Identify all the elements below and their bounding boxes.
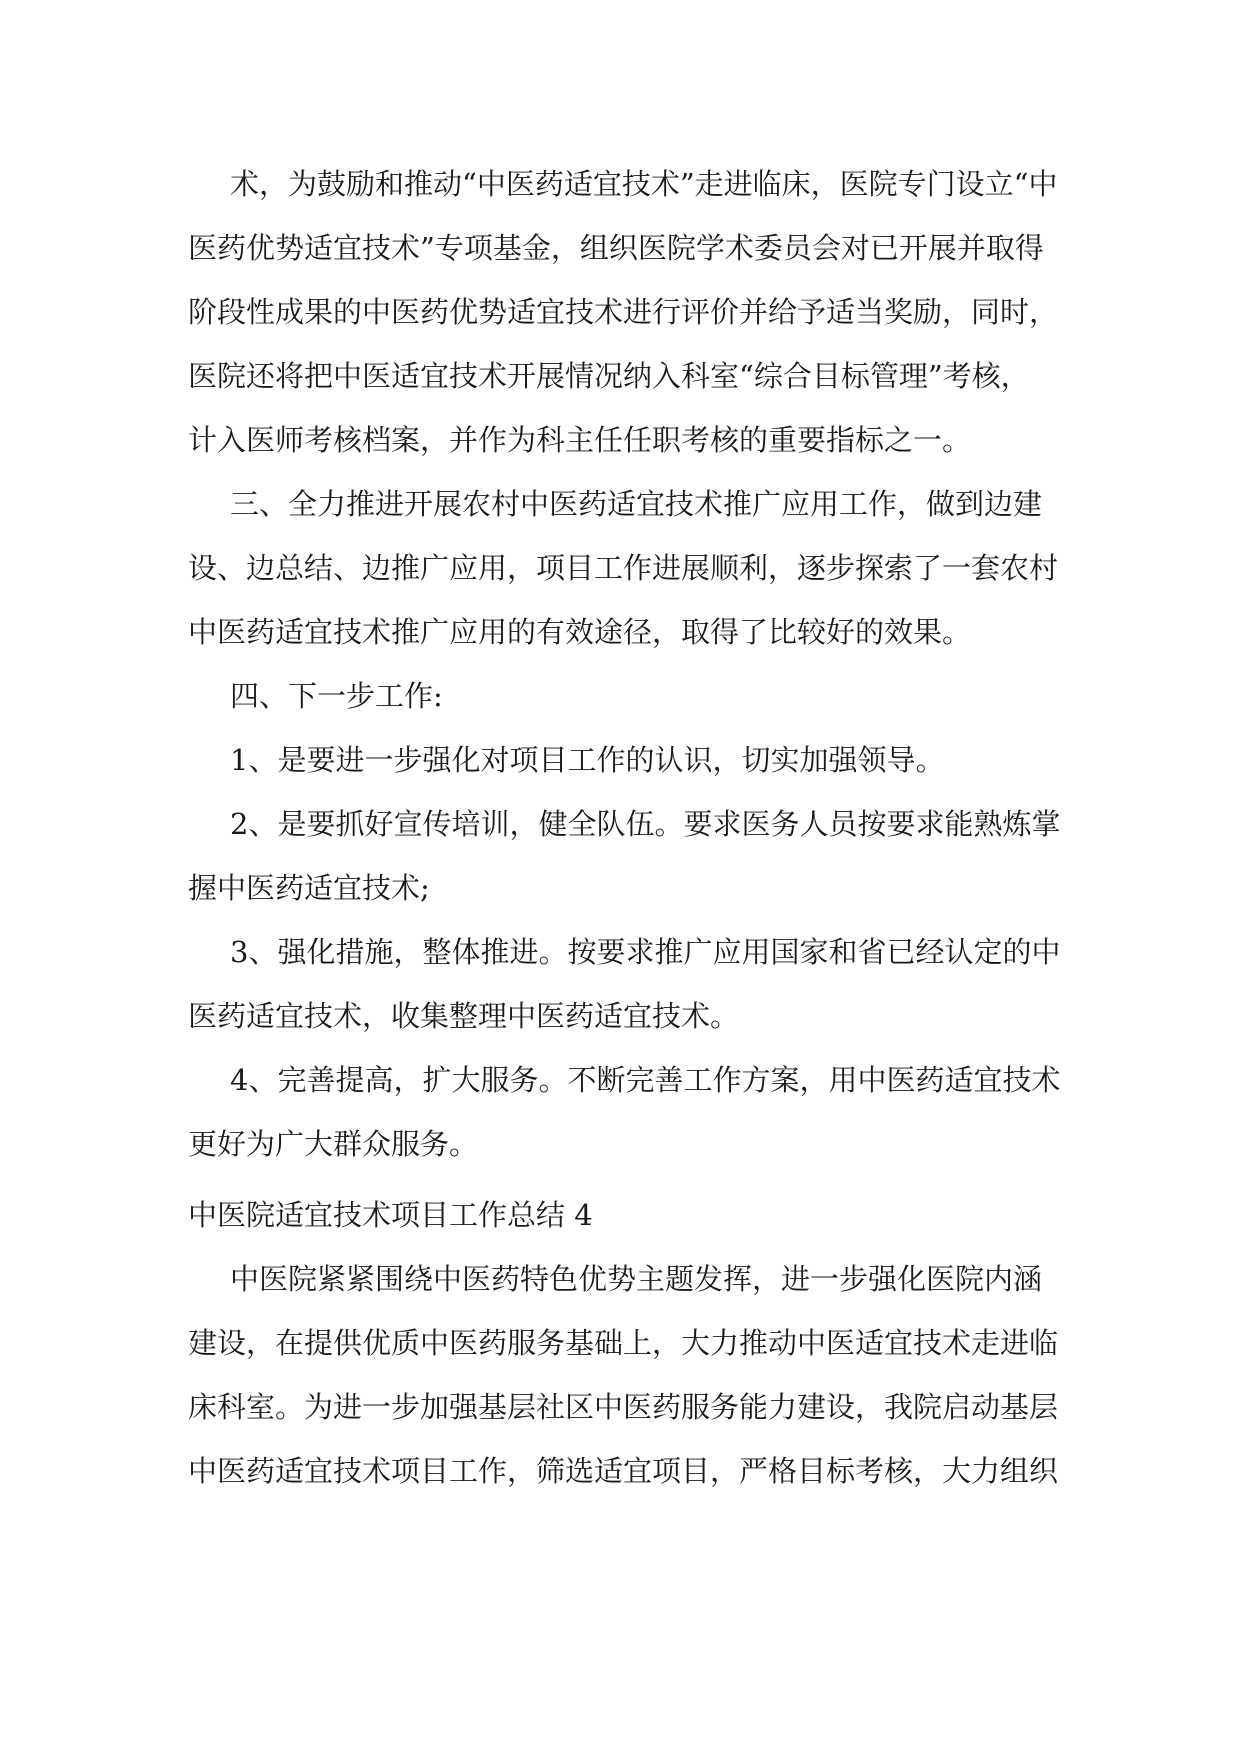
paragraph-line: 中医药适宜技术推广应用的有效途径，取得了比较好的效果。: [188, 615, 972, 649]
paragraph-line: 建设，在提供优质中医药服务基础上，大力推动中医适宜技术走进临: [188, 1326, 1059, 1360]
paragraph-line: 医药优势适宜技术”专项基金，组织医院学术委员会对已开展并取得: [188, 231, 1044, 265]
paragraph-line: 医药适宜技术，收集整理中医药适宜技术。: [188, 999, 740, 1033]
paragraph-line: 1、是要进一步强化对项目工作的认识，切实加强领导。: [230, 743, 945, 777]
paragraph-line: 床科室。为进一步加强基层社区中医药服务能力建设，我院启动基层: [188, 1390, 1059, 1424]
paragraph-line: 2、是要抓好宣传培训，健全队伍。要求医务人员按要求能熟炼掌: [230, 807, 1061, 841]
paragraph-line: 四、下一步工作:: [230, 679, 443, 713]
paragraph-line: 更好为广大群众服务。: [188, 1127, 479, 1161]
paragraph-line: 3、强化措施，整体推进。按要求推广应用国家和省已经认定的中: [230, 935, 1061, 969]
paragraph-line: 4、完善提高，扩大服务。不断完善工作方案，用中医药适宜技术: [230, 1063, 1061, 1097]
paragraph-line: 中医院紧紧围绕中医药特色优势主题发挥，进一步强化医院内涵: [230, 1262, 1043, 1296]
paragraph-line: 计入医师考核档案，并作为科主任任职考核的重要指标之一。: [188, 423, 972, 457]
paragraph-line: 三、全力推进开展农村中医药适宜技术推广应用工作，做到边建: [230, 487, 1043, 521]
section-heading: 中医院适宜技术项目工作总结 4: [188, 1198, 593, 1232]
paragraph-line: 握中医药适宜技术;: [188, 871, 430, 905]
body-text-continued: [188, 152, 1068, 1176]
body-text-new-section: [188, 1247, 1068, 1503]
paragraph-line: 中医药适宜技术项目工作，筛选适宜项目，严格目标考核，大力组织: [188, 1454, 1059, 1488]
paragraph-line: 术，为鼓励和推动“中医药适宜技术”走进临床，医院专门设立“中: [230, 167, 1058, 201]
paragraph-line: 阶段性成果的中医药优势适宜技术进行评价并给予适当奖励，同时，: [188, 295, 1059, 329]
paragraph-line: 医院还将把中医适宜技术开展情况纳入科室“综合目标管理”考核，: [188, 359, 1030, 393]
paragraph-line: 设、边总结、边推广应用，项目工作进展顺利，逐步探索了一套农村: [188, 551, 1059, 585]
